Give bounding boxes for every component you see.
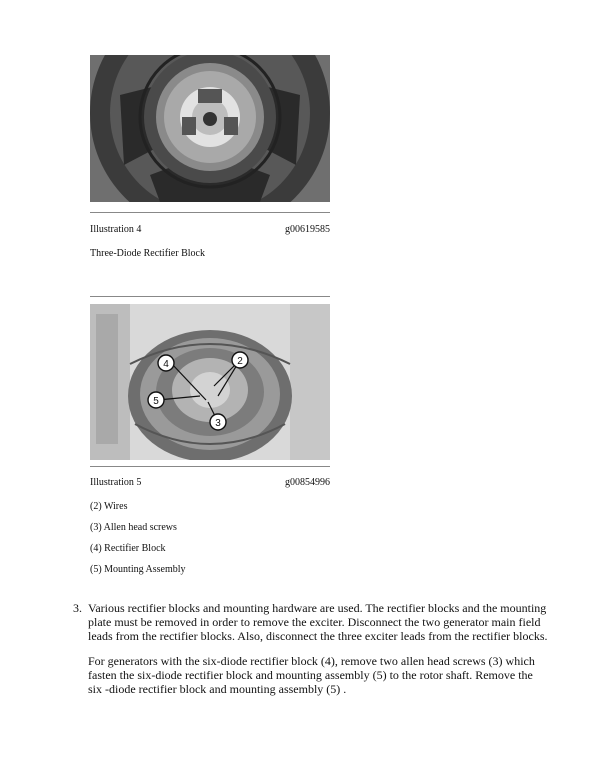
illustration-4-label: Illustration 4 [90,224,142,235]
illustration-4-photo [90,55,330,202]
legend-item-rectifier-block: (4) Rectifier Block [90,543,166,554]
step-paragraph-2: For generators with the six-diode rectifier block (4), remove two allen head screws (3) which fasten the six-diode rectifier block and mounting assembly (5) to the rotor shaft. Remove the six -diode rectifier block and mounting assembly (5) . [88,654,535,696]
legend-item-wires: (2) Wires [90,501,128,512]
illustration-4-graphic-id: g00619585 [285,224,330,235]
illustration-5-label: Illustration 5 [90,477,142,488]
callout-5-number: 5 [153,396,159,407]
illustration-5-rule [90,466,330,467]
callout-2-number: 2 [237,356,243,367]
step-paragraph-1: Various rectifier blocks and mounting hardware are used. The rectifier blocks and the mounting plate must be removed in order to remove the exciter. Disconnect the two generator main field leads from the rectifier blocks. Also, disconnect the three exciter leads from the rectifier blocks. [88,601,548,643]
legend-item-mounting-assembly: (5) Mounting Assembly [90,564,186,575]
illustration-5-graphic-id: g00854996 [285,477,330,488]
step-number: 3. [73,601,82,615]
illustration-4-rule [90,212,330,213]
illustration-5-top-rule [90,296,330,297]
three-diode-rectifier-photo [90,55,330,202]
illustration-4-caption: Three-Diode Rectifier Block [90,248,205,259]
legend-item-allen-head-screws: (3) Allen head screws [90,522,177,533]
rectifier-block-callout-photo [90,304,330,460]
illustration-5-photo [90,304,330,460]
callout-4-number: 4 [163,359,169,370]
callout-3-number: 3 [215,418,221,429]
